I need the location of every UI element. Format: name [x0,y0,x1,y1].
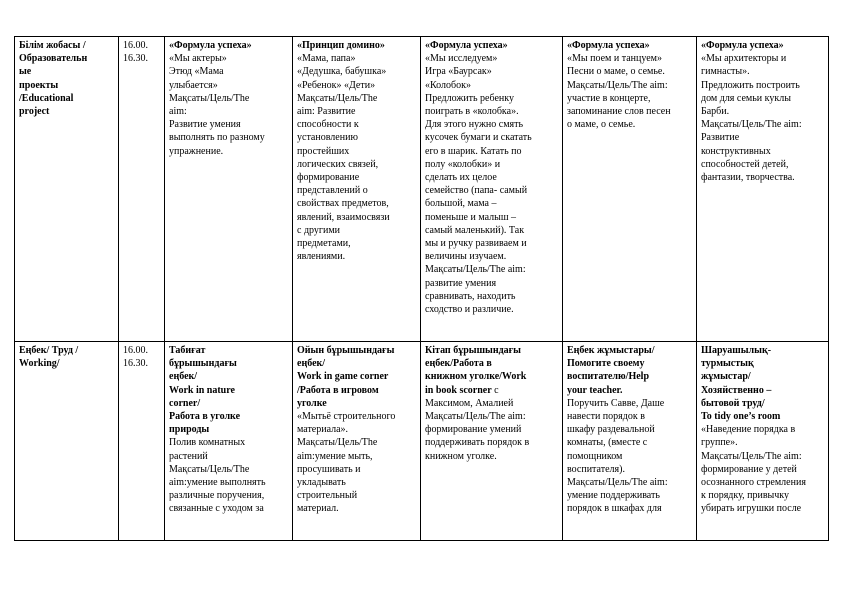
text-line: связанные с уходом за [169,503,264,515]
day-cell [697,342,829,541]
time-cell [119,342,165,541]
bold-text: еңбек/ [297,358,326,370]
text-line: 16.30. [123,358,148,370]
bold-text-line [297,384,416,397]
text-line: убирать игрушки после [701,503,802,515]
bold-text: To tidy one’s room [701,411,781,423]
bold-text: еңбек/ [169,371,198,383]
bold-text: Work in game corner [297,371,389,383]
text-line: Игра «Баурсак» [425,66,492,78]
text-line: Мақсаты/Цель/The aim: [701,450,802,462]
text-line: величины изучаем. [425,251,507,263]
bold-text-line [425,357,558,370]
day-cell [421,342,563,541]
bold-text-line [169,39,288,52]
text-line: установлению [297,132,358,144]
text-line: сделать их целое [425,172,497,184]
bold-text: Кітап бұрышындағы [425,345,521,356]
text-line: Предложить построить [701,79,800,91]
bold-text: жұмыстар/ [701,371,751,383]
text-line: Максимом, Амалией [425,397,514,409]
text-line: просушивать и [297,463,361,475]
text-line: выполнять по разному [169,132,265,144]
bold-text: Табиғат [169,345,206,356]
bold-text: your teacher. [567,384,623,396]
text-line: укладывать [297,477,346,489]
bold-text: corner/ [169,397,201,409]
bold-text-line: Еңбек/ Труд / [19,345,79,356]
day-cell [697,37,829,342]
bold-text: воспитателю/Help [567,371,650,383]
bold-text-line [169,357,288,370]
text-line: Песни о маме, о семье. [567,66,665,78]
bold-text-line [169,423,288,436]
text-line: «Мы актеры» [169,53,227,65]
text-line: улыбается» [169,79,218,91]
text-line: большой, мама – [425,198,497,210]
text-line: помощником [567,450,623,462]
text-line: поменьше и малыш – [425,211,517,223]
text-line: Развитие умения [169,119,241,131]
text-line: сравнивать, находить [425,290,516,302]
bold-text: «Формула успеха» [169,40,252,51]
bold-text: уголке [297,397,327,409]
text-line: «Колобок» [425,79,471,91]
text-line: самый маленький). Так [425,224,525,236]
text-line: явлений, взаимосвязи [297,211,390,223]
bold-text-line [701,344,824,357]
bold-text-line [297,357,416,370]
text-line: растений [169,450,208,462]
bold-text-line [425,384,558,397]
text-line: гимнасты». [701,66,750,78]
text-line: строительный [297,490,358,502]
bold-text-line [425,344,558,357]
text-line: «Ребенок» «Дети» [297,79,376,91]
bold-text-line: Working/ [19,358,60,370]
text-line: мы и ручку развиваем и [425,238,527,250]
bold-text-line [701,410,824,423]
text-line: «Мы поем и танцуем» [567,53,662,65]
text-line: 16.00. [123,345,148,356]
text-line: конструктивных [701,145,771,157]
text-line: Для этого нужно смять [425,119,524,131]
weekly-plan-table [14,36,829,541]
text-line: «Мы исследуем» [425,53,498,65]
bold-text-line [169,410,288,423]
text-line: представлений о [297,185,368,197]
text-line: осознанного стремления [701,477,806,489]
text-line: материал. [297,503,339,515]
text-line: комнаты, (вместе с [567,437,648,449]
bold-text: Помогите своему [567,358,645,370]
bold-text-line [169,384,288,397]
text-line: «Мы архитекторы и [701,53,787,65]
text-line: aim:умение выполнять [169,477,266,489]
activity-cell [15,342,119,541]
text-line: Мақсаты/Цель/The aim: [425,264,526,276]
day-cell [293,342,421,541]
text-line: 16.30. [123,53,148,65]
day-cell [165,37,293,342]
text-line: группе». [701,437,738,449]
text-line: «Мама, папа» [297,53,356,65]
bold-text: «Формула успеха» [567,40,650,51]
bold-text-line [297,39,416,52]
text-line: свойствах предметов, [297,198,389,210]
bold-text-line [297,397,416,410]
bold-text-line [297,370,416,383]
text-line: Мақсаты/Цель/The aim: [701,119,802,131]
text-line: способности к [297,119,359,131]
bold-text-line [701,384,824,397]
text-line: простейших [297,145,350,157]
bold-text-line [169,344,288,357]
bold-text-line [701,39,824,52]
text-line: «Дедушка, бабушка» [297,66,387,78]
text-line: aim:умение мыть, [297,450,373,462]
bold-text-line [701,357,824,370]
text-line: формирование у детей [701,463,797,475]
bold-text: /Работа в игровом [297,384,379,396]
text-line: дом для семьи куклы [701,92,791,104]
text-line: Мақсаты/Цель/The [297,437,378,449]
table-row [15,342,829,541]
text-line: поиграть в «колобка». [425,106,519,118]
text-line: к порядку, привычку [701,490,790,502]
bold-text-line: project [19,106,50,118]
text-line: различные поручения, [169,490,265,502]
day-cell [563,37,697,342]
bold-text-line [567,357,692,370]
text-line: явлениями. [297,251,346,263]
text-line: Мақсаты/Цель/The aim: [567,477,668,489]
bold-text: Шаруашылық- [701,345,772,356]
text-line: о маме, о семье. [567,119,636,131]
text-line: Мақсаты/Цель/The [169,92,250,104]
text-line: логических связей, [297,158,379,170]
bold-text: бұрышындағы [169,358,237,370]
text-line: Мақсаты/Цель/The [297,92,378,104]
text-line: запоминание слов песен [567,106,671,118]
bold-text: книжном уголке/Work [425,371,527,383]
text-line: формирование умений [425,424,522,436]
text-line: формирование [297,172,360,184]
bold-text-line [425,370,558,383]
text-line: Этюд «Мама [169,66,224,78]
bold-text-line [425,39,558,52]
bold-text: Работа в уголке [169,411,241,423]
text-line: Мақсаты/Цель/The aim: [425,411,526,423]
text-line: полу «колобки» и [425,158,501,170]
bold-text-line: /Educational [19,92,74,104]
bold-text: Еңбек жұмыстары/ [567,345,655,356]
text-line: навести порядок в [567,411,645,423]
bold-text-line [169,397,288,410]
bold-text: in book scorner [425,384,492,396]
bold-text: турмыстық [701,358,754,370]
bold-text-line [297,344,416,357]
text-line: aim: [169,106,187,118]
text-line: aim: Развитие [297,106,356,118]
bold-text-line: проекты [19,79,59,91]
text-line: упражнение. [169,145,224,157]
day-cell [165,342,293,541]
text-line: фантазии, творчества. [701,172,795,184]
bold-text: Хозяйственно – [701,384,772,396]
time-cell [119,37,165,342]
bold-text: «Формула успеха» [701,40,784,51]
bold-text-line [567,344,692,357]
bold-text: природы [169,424,210,436]
bold-text-line [169,370,288,383]
text-line: предметами, [297,238,351,250]
text-line: Барби. [701,106,730,118]
text-line: книжном уголке. [425,450,497,462]
bold-text-line [567,384,692,397]
text-line: шкафу раздевальной [567,424,655,436]
text-line: с другими [297,224,341,236]
day-cell [563,342,697,541]
bold-text: «Формула успеха» [425,40,508,51]
bold-text-line [567,39,692,52]
text-line: Предложить ребенку [425,92,514,104]
text-line: материала». [297,424,349,436]
bold-text-line [567,370,692,383]
bold-text: Work in nature [169,384,235,396]
text-line: кусочек бумаги и скатать [425,132,532,144]
bold-text: бытовой труд/ [701,397,765,409]
text-line: семейство (папа- самый [425,185,528,197]
bold-text-line: ые [19,66,32,78]
day-cell [293,37,421,342]
text-line: «Мытьё строительного [297,411,396,423]
bold-text-line [701,370,824,383]
text-line: «Наведение порядка в [701,424,796,436]
bold-text: Ойын бұрышындағы [297,345,395,356]
text-line: Развитие [701,132,740,144]
text-line: 16.00. [123,40,148,51]
bold-text-line [701,397,824,410]
bold-text: «Принцип домино» [297,40,385,51]
text-line: порядок в шкафах для [567,503,662,515]
text-line: Поручить Савве, Даше [567,397,665,409]
text-line: поддерживать порядок в [425,437,530,449]
activity-cell [15,37,119,342]
day-cell [421,37,563,342]
text-line: умение поддерживать [567,490,660,502]
text-line: воспитателя). [567,463,625,475]
text-line: его в шарик. Катать по [425,145,522,157]
text-line: развитие умения [425,277,497,289]
bold-text: еңбек/Работа в [425,358,492,370]
text-line: участие в концерте, [567,92,651,104]
text-line: Мақсаты/Цель/The [169,463,250,475]
bold-text-line: Білім жобасы / [19,40,86,51]
table-row [15,37,829,342]
bold-text-line: Образовательн [19,53,88,65]
text-line: сходство и различие. [425,304,514,316]
suffix-text: с [491,384,499,396]
text-line: способностей детей, [701,158,789,170]
text-line: Мақсаты/Цель/The aim: [567,79,668,91]
text-line: Полив комнатных [169,437,246,449]
